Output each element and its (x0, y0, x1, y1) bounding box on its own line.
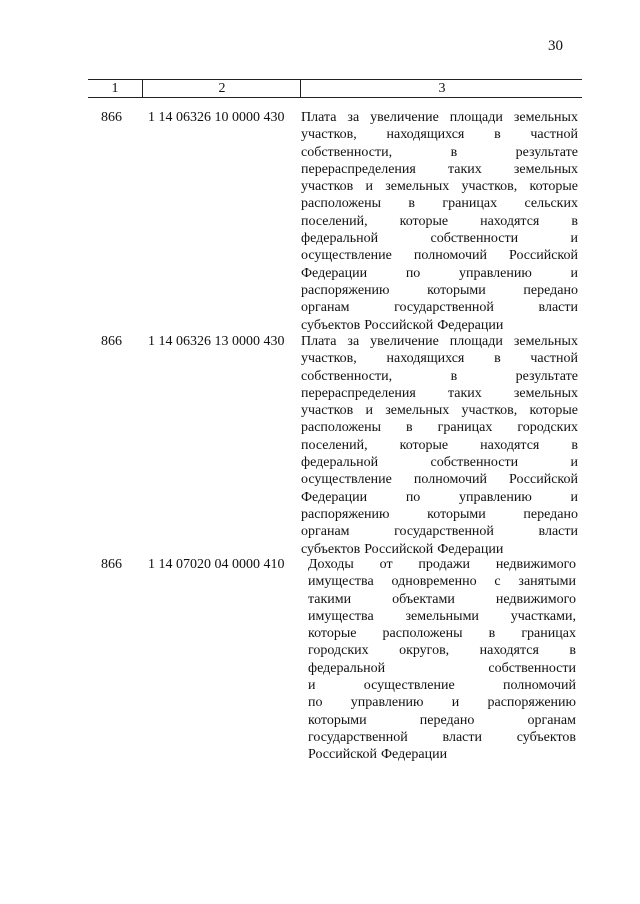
row-description (301, 109, 578, 334)
kbk-code: 1 14 07020 04 0000 410 (148, 557, 285, 572)
description-line: распоряжению которыми передано (301, 282, 578, 298)
kbk-code: 1 14 06326 13 0000 430 (148, 334, 285, 349)
description-line: Федерации по управлению и (301, 265, 578, 281)
kbk-code: 1 14 06326 10 0000 430 (148, 110, 285, 125)
description-line: которые расположены в границах (308, 626, 576, 642)
description-line: Плата за увеличение площади земельных (301, 334, 578, 349)
description-line: собственности, в результате (301, 144, 578, 160)
description-line: такими объектами недвижимого (308, 591, 576, 607)
description-line: Доходы от продажи недвижимого (308, 557, 576, 572)
description-line: субъектов Российской Федерации (301, 317, 504, 333)
description-line: участков и земельных участков, которые (301, 179, 578, 195)
header-col-1: 1 (111, 81, 119, 96)
description-line: имущества земельными участками, (308, 608, 576, 624)
row-description (301, 333, 578, 558)
description-line: осуществление полномочий Российской (301, 472, 578, 488)
description-line: участков, находящихся в частной (301, 351, 578, 367)
header-col-3: 3 (300, 80, 583, 97)
description-line: субъектов Российской Федерации (301, 541, 504, 557)
description-line: расположены в границах городских (301, 420, 578, 436)
description-line: расположены в границах сельских (301, 196, 578, 212)
page-number: 30 (548, 38, 563, 54)
description-line: имущества одновременно с занятыми (308, 574, 576, 590)
admin-code: 866 (101, 334, 122, 349)
description-line: собственности, в результате (301, 368, 578, 384)
description-line: участков, находящихся в частной (301, 127, 578, 143)
description-line: Федерации по управлению и (301, 489, 578, 505)
description-line: поселений, которые находятся в (301, 213, 578, 229)
description-line: федеральной собственности и (301, 455, 578, 471)
description-line: Российской Федерации (308, 747, 448, 763)
description-line: осуществление полномочий Российской (301, 248, 578, 264)
description-line: государственной власти субъектов (308, 729, 576, 745)
description-line: федеральной собственности и (301, 231, 578, 247)
description-line: органам государственной власти (301, 524, 578, 540)
description-line: которыми передано органам (308, 712, 576, 728)
description-line: и осуществление полномочий (308, 678, 576, 694)
description-line: Плата за увеличение площади земельных (301, 110, 578, 125)
header-col-2: 2 (142, 80, 301, 97)
description-line: федеральной собственности (308, 660, 576, 676)
table-header (88, 79, 582, 98)
description-line: участков и земельных участков, которые (301, 403, 578, 419)
description-line: перераспределения таких земельных (301, 385, 578, 401)
description-line: городских округов, находятся в (308, 643, 576, 659)
admin-code: 866 (101, 557, 122, 572)
description-line: поселений, которые находятся в (301, 437, 578, 453)
row-description (308, 556, 576, 764)
description-line: органам государственной власти (301, 300, 578, 316)
description-line: распоряжению которыми передано (301, 506, 578, 522)
description-line: по управлению и распоряжению (308, 695, 576, 711)
admin-code: 866 (101, 110, 122, 125)
description-line: перераспределения таких земельных (301, 161, 578, 177)
